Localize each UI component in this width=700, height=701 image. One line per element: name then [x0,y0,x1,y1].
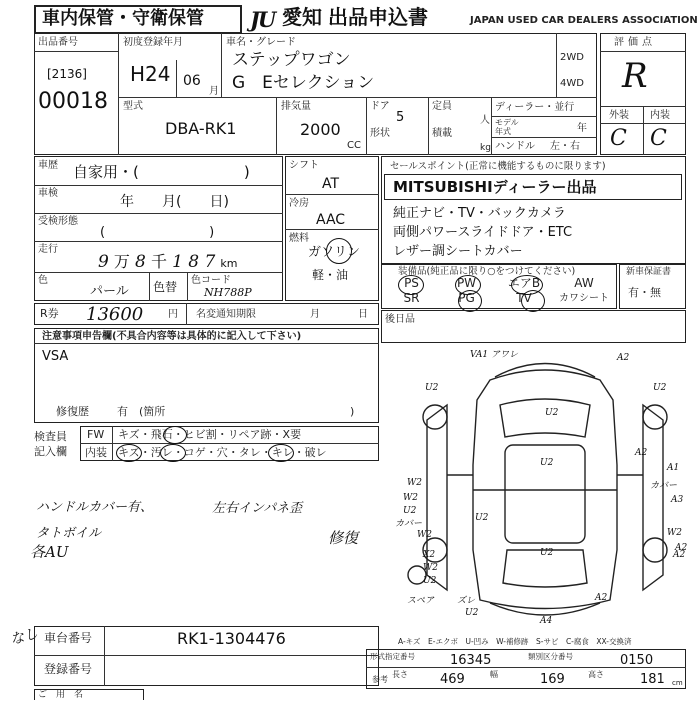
vehicle-name-label: 車名・グレード [226,37,296,48]
displacement-label: 排気量 [281,101,311,112]
car-damage-diagram[interactable] [395,345,695,630]
org-name: 愛知 [282,5,322,29]
diagram-mark-14: W2 [417,530,432,540]
diagram-mark-17: W2 [423,563,438,573]
ju-logo-mark: JU [250,7,275,32]
mileage-label: 走行 [38,244,58,255]
equip-tv-circle [521,290,545,312]
model-year-label: モデル年式 [495,118,519,136]
notice-label: 名変通知期限 [196,309,256,320]
vehicle-model[interactable]: DBA-RK1 [165,119,237,138]
lot-number[interactable]: 00018 [38,89,108,114]
diagram-mark-13: カバー [395,519,423,529]
registration-month[interactable]: 06 [183,73,201,89]
registration-era-year[interactable]: H24 [130,62,171,86]
diagram-mark-27: A2 [635,448,648,458]
handwritten-note-1[interactable]: ハンドルカバー有、 [36,500,154,515]
diagram-mark-23: A2 [595,593,608,603]
fuel-circle [326,238,352,264]
diagram-mark-22: A4 [540,616,553,626]
score-label: 評価点 [614,37,656,48]
exterior-score[interactable]: C [610,126,627,151]
diagram-mark-8: A1 [667,463,680,473]
color-code-value[interactable]: NH788P [204,286,252,299]
capacity-unit: 人 [480,115,490,126]
cooling-value[interactable]: AAC [316,212,346,228]
handwritten-note-5[interactable]: 修復 [328,529,359,547]
handwritten-note-2[interactable]: タトボイル [36,526,102,541]
mileage-hundreds: 1 8 7 [172,252,216,272]
footer-fragment: ご 用 名 [38,690,93,700]
diagram-mark-2: A2 [617,353,630,363]
diagram-mark-28: A2 [673,550,686,560]
drive-4wd[interactable]: 4WD [560,78,584,89]
equip-pg[interactable]: PG [458,291,475,305]
repair-label: 修復歴 [56,405,89,418]
color-change: 色替 [153,280,178,294]
displacement-value[interactable]: 2000 [300,120,341,139]
doors-value[interactable]: 5 [396,110,405,125]
equip-airbag[interactable]: エアB [507,276,541,290]
wheel-front-left [423,405,447,429]
inspection-label: 車検 [38,188,58,199]
mileage-man-unit: 万 [113,252,130,271]
equip-pg-circle [458,290,482,312]
diagram-mark-7: W2 [407,478,422,488]
equip-sr[interactable]: SR [403,291,420,305]
recycle-unit: 円 [168,309,178,320]
fw-items[interactable]: キズ・飛石・ヒビ割・リペア跡・X要 [118,428,302,441]
sales-point-3[interactable]: レザー調シートカバー [393,244,523,259]
lot-sub-number: [2136] [47,67,87,81]
interior-label: 内装 [650,110,670,121]
type-value-1[interactable]: 16345 [450,653,492,668]
wheel-front-right [643,405,667,429]
type-label-1: 形式指定番号 [370,652,415,661]
diagram-mark-10: A3 [671,495,684,505]
handle-label: ハンドル [495,141,535,152]
mileage-value[interactable] [98,249,238,272]
handwritten-note-3[interactable]: 各AU [30,543,69,561]
sales-points-headline[interactable]: MITSUBISHIディーラー出品 [393,178,597,196]
doors-label: ドア [370,101,390,112]
diagram-legend: A-キズ E-エクボ U-凹み W-補修跡 S-サビ C-腐食 XX-交換済 [398,637,632,646]
interior-tare-circle [268,444,294,462]
equip-ps[interactable]: PS [404,276,419,290]
sales-points-label: セールスポイント(正常に機能するものに限ります) [390,161,606,172]
notes-label: 注意事項申告欄(不具合内容等は具体的に記入して下さい) [42,331,302,342]
fuel-value[interactable]: ガソリン [308,245,361,260]
width-value[interactable]: 169 [540,672,565,687]
equip-pw[interactable]: PW [456,276,477,290]
diagram-mark-21: U2 [465,608,479,618]
height-value[interactable]: 181 [640,672,665,687]
cooling-label: 冷房 [289,198,309,209]
warranty-label: 新車保証書 [626,267,672,277]
car-body-outline [473,370,617,609]
equipment-row-2 [384,293,614,307]
interior-yogore-circle [160,444,186,462]
diagram-mark-24: U2 [545,408,559,418]
equipment-label: 装備品(純正品に限り○をつけてください) [398,266,576,277]
handwritten-note-6[interactable]: なし [8,625,40,649]
registration-month-unit: 月 [209,86,219,97]
fuel-alt: 軽・油 [312,268,349,282]
model-label: 型式 [123,101,143,112]
repair-close: ) [350,405,355,418]
diagram-mark-4: U2 [653,383,667,393]
notes-text[interactable]: VSA [42,349,69,364]
color-code-label: 色コード [191,275,231,286]
diagram-mark-6: U2 [475,513,489,523]
equip-tv[interactable]: TV [516,291,532,305]
kg-unit: kg [480,143,491,153]
length-label: 長さ [392,670,408,679]
registration-label: 初度登録年月 [123,37,183,48]
fw-label: FW [87,428,105,441]
recycle-value[interactable]: 13600 [86,304,144,325]
cc-unit: CC [347,140,361,151]
equip-leather-seat[interactable]: カワシート [559,293,609,304]
interior-items[interactable]: キズ・汚レ・コゲ・穴・タレ・キレ・破レ [118,446,327,459]
mileage-ten-thousands: 9 [98,252,109,272]
length-value[interactable]: 469 [440,672,465,687]
shift-value[interactable]: AT [322,176,340,192]
notice-day: 日 [358,309,368,320]
cm-unit: cm [672,679,683,687]
diagram-mark-1: VA1 アワレ [470,350,518,360]
repair-value[interactable]: 有 (箇所 [117,405,166,418]
storage-title: 車内保管・守衛保管 [42,8,204,29]
inspection-value[interactable]: 年 月( 日) [120,194,229,210]
org-english: JAPAN USED CAR DEALERS ASSOCIATION [470,15,698,26]
fuel-label: 燃料 [289,233,309,244]
reg-number-label: 登録番号 [44,662,93,676]
later-items-label: 後日品 [385,314,415,325]
recycle-label: R券 [40,307,59,320]
usage-value[interactable]: 自家用・( ) [73,163,250,181]
handwritten-note-4[interactable]: 左右インパネ歪 [212,501,303,516]
type-value-2[interactable]: 0150 [620,653,654,668]
form-title: 出品申込書 [328,5,428,29]
warranty-options[interactable]: 有・無 [628,286,661,299]
notice-month: 月 [310,309,320,320]
model-year-unit: 年 [577,123,587,134]
diagram-mark-16: A2 [675,543,688,553]
color-label: 色 [38,275,48,286]
vehicle-name[interactable]: ステップワゴン [232,50,351,70]
type-ref: 参考 [372,675,388,684]
chassis-label: 車台番号 [44,631,93,645]
diagram-mark-20: ズレ [457,596,476,606]
acceptance-value[interactable]: ( ) [100,225,215,240]
chassis-value[interactable]: RK1-1304476 [177,629,286,648]
dealer-parallel: ディーラー・並行 [495,102,575,113]
score-value[interactable]: R [622,56,648,96]
entry-label: 記入欄 [34,445,67,458]
type-label-2: 類別区分番号 [528,652,573,661]
equip-aw[interactable]: AW [574,276,594,290]
acceptance-label: 受検形態 [38,216,78,227]
diagram-mark-15: U2 [540,548,554,558]
mileage-sen-unit: 千 [150,252,167,271]
diagram-mark-26: X2 [423,550,436,560]
interior-items-label: 内装 [85,446,107,459]
storage-title-box [34,5,242,34]
inspector-label: 検査員 [34,430,67,443]
color-value[interactable]: パール [90,284,129,299]
sales-point-1[interactable]: 純正ナビ・TV・バックカメラ [393,206,566,221]
diagram-mark-18: U2 [423,576,437,586]
diagram-mark-25: W2 [667,528,682,538]
shape-label: 形状 [370,128,390,139]
later-items-block [381,310,686,343]
interior-score[interactable]: C [650,126,667,151]
ju-logo [250,7,274,32]
interior-kizu-circle [116,444,142,462]
usage-label: 車歴 [38,160,58,171]
capacity-label: 定員 [432,101,452,112]
load-label: 積載 [432,128,452,139]
width-label: 幅 [490,670,498,679]
diagram-mark-9: カバー [650,481,678,491]
equip-ps-circle [398,275,424,295]
lot-label: 出品番号 [38,37,78,48]
mileage-thousands: 8 [135,252,146,272]
diagram-mark-5: U2 [540,458,554,468]
drive-2wd[interactable]: 2WD [560,52,584,63]
exterior-label: 外装 [609,110,629,121]
car-windshield [500,399,590,437]
fw-hiseki-circle [163,426,187,444]
diagram-mark-12: U2 [403,506,417,516]
vehicle-grade[interactable]: G Eセレクション [232,73,375,93]
diagram-mark-3: U2 [425,383,439,393]
diagram-mark-19: スペア [407,596,435,606]
mileage-km-unit: km [220,257,238,270]
sales-point-2[interactable]: 両側パワースライドドア・ETC [393,225,573,240]
shift-label: シフト [289,160,319,171]
height-label: 高さ [588,670,604,679]
handle-lr: 左・右 [550,141,580,152]
diagram-mark-11: W2 [403,493,418,503]
